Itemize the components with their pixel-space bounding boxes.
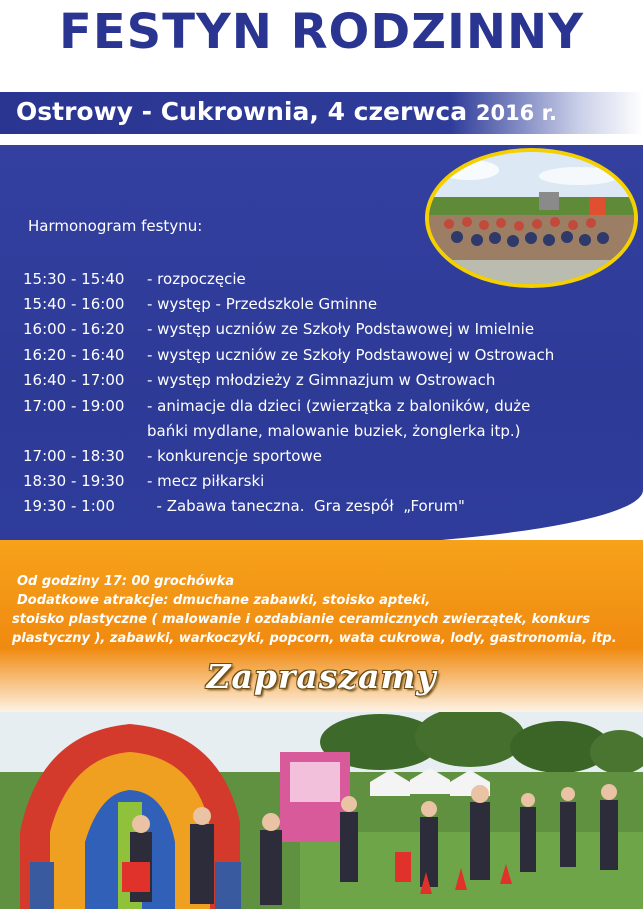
schedule-time: 17:00 - 18:30: [23, 447, 125, 465]
schedule-activity: - mecz piłkarski: [147, 472, 265, 490]
extras-line: Dodatkowe atrakcje: dmuchane zabawki, stoisko apteki,: [17, 593, 431, 608]
schedule-item: [23, 320, 534, 338]
schedule-activity: - konkurencje sportowe: [147, 447, 322, 465]
schedule-activity: - występ młodzieży z Gimnazjum w Ostrowach: [147, 371, 496, 389]
festival-photo-illustration: [0, 712, 643, 909]
event-subtitle: [16, 97, 557, 126]
schedule-item: [23, 295, 377, 313]
event-location-date: Ostrowy - Cukrownia, 4 czerwca: [16, 97, 468, 126]
schedule-item: [23, 346, 554, 364]
schedule-time: 18:30 - 19:30: [23, 472, 125, 490]
schedule-time: 17:00 - 19:00: [23, 397, 125, 415]
schedule-time: 16:40 - 17:00: [23, 371, 125, 389]
schedule-activity: - animacje dla dzieci (zwierzątka z baloników, duże: [147, 397, 531, 415]
crowd-photo: [425, 148, 638, 288]
extras-line: Od godziny 17: 00 grochówka: [17, 574, 235, 589]
extras-line: stoisko plastyczne ( malowanie i ozdabianie ceramicznych zwierzątek, konkurs: [12, 612, 591, 627]
schedule-item: [23, 447, 322, 465]
schedule-activity: - występ - Przedszkole Gminne: [147, 295, 378, 313]
schedule-time: 15:40 - 16:00: [23, 295, 125, 313]
schedule-item: [23, 270, 246, 288]
schedule-item: [23, 497, 465, 515]
schedule-item-continuation: bańki mydlane, malowanie buziek, żonglerka itp.): [147, 422, 521, 440]
schedule-time: 19:30 - 1:00: [23, 497, 115, 515]
schedule-activity: - Zabawa taneczna. Gra zespół „Forum": [147, 497, 465, 515]
crowd-photo-illustration: [429, 152, 634, 284]
schedule-time: 16:20 - 16:40: [23, 346, 125, 364]
event-year: 2016 r.: [475, 101, 557, 125]
invite-text: Zapraszamy: [206, 657, 437, 696]
schedule-activity: - występ uczniów ze Szkoły Podstawowej w Ostrowach: [147, 346, 555, 364]
schedule-activity: - rozpoczęcie: [147, 270, 246, 288]
schedule-activity: - występ uczniów ze Szkoły Podstawowej w Imielnie: [147, 320, 535, 338]
extras-line: plastyczny ), zabawki, warkoczyki, popcorn, wata cukrowa, lody, gastronomia, itp.: [12, 631, 617, 646]
poster-title: FESTYN RODZINNY: [59, 4, 584, 60]
schedule-time: 16:00 - 16:20: [23, 320, 125, 338]
schedule-heading: Harmonogram festynu:: [28, 217, 203, 235]
schedule-item: [23, 397, 530, 415]
schedule-item: [23, 472, 264, 490]
schedule-item: [23, 371, 495, 389]
festival-photo: [0, 712, 643, 909]
schedule-time: 15:30 - 15:40: [23, 270, 125, 288]
